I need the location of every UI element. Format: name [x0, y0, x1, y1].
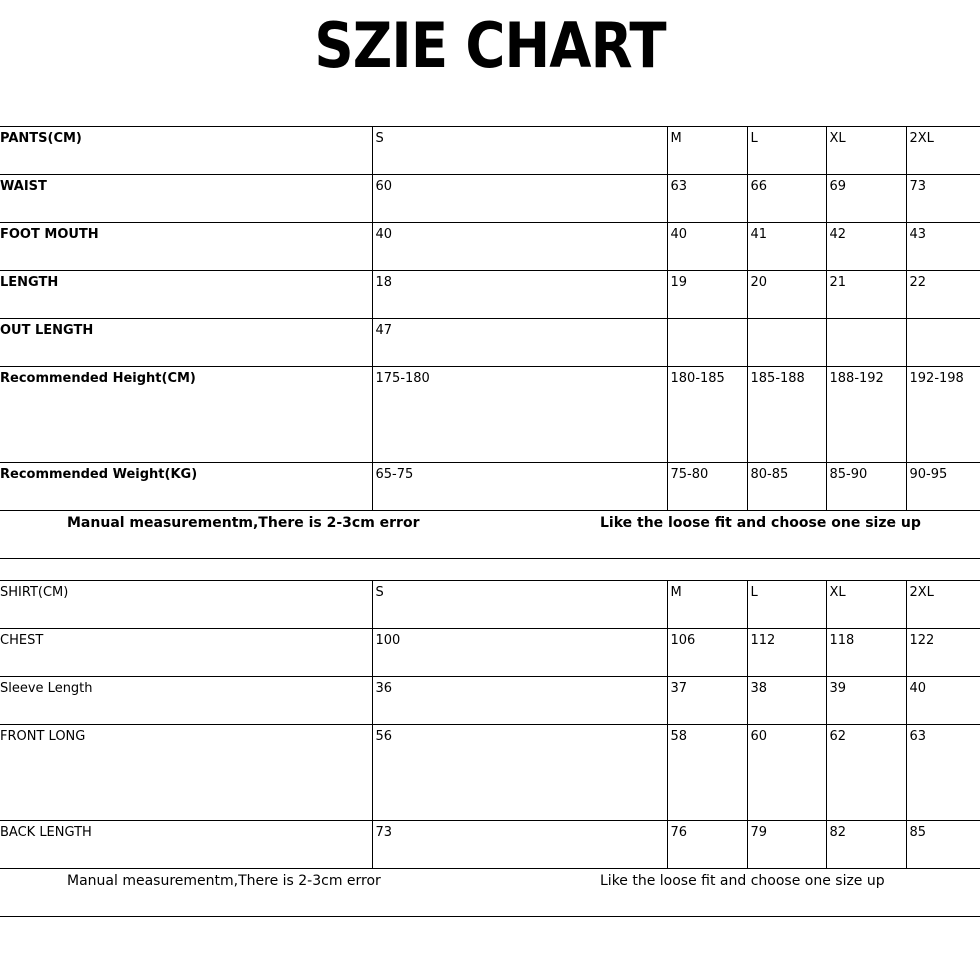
table-cell: 40 [667, 223, 747, 271]
table-cell: 58 [667, 725, 747, 821]
shirt-size-table [0, 580, 980, 917]
table-cell: 106 [667, 629, 747, 677]
table-cell: 36 [372, 677, 667, 725]
table-cell: 62 [826, 725, 906, 821]
row-label: Sleeve Length [0, 677, 372, 725]
table-cell [906, 319, 980, 367]
table-cell: 66 [747, 175, 826, 223]
pants-table-body [0, 127, 980, 559]
table-cell: 85 [906, 821, 980, 869]
table-cell: 73 [372, 821, 667, 869]
fit-note: Like the loose fit and choose one size up [600, 515, 921, 531]
table-cell: 41 [747, 223, 826, 271]
table-cell: XL [826, 127, 906, 175]
table-cell: 79 [747, 821, 826, 869]
row-label: Recommended Height(CM) [0, 367, 372, 463]
table-row [0, 463, 980, 511]
table-cell: 47 [372, 319, 667, 367]
table-row [0, 319, 980, 367]
table-cell: 180-185 [667, 367, 747, 463]
table-cell: 21 [826, 271, 906, 319]
table-cell: 175-180 [372, 367, 667, 463]
table-row [0, 629, 980, 677]
row-label: OUT LENGTH [0, 319, 372, 367]
shirt-table-body [0, 581, 980, 917]
table-row [0, 223, 980, 271]
row-label: FRONT LONG [0, 725, 372, 821]
table-cell [747, 319, 826, 367]
table-cell: M [667, 127, 747, 175]
table-cell: 60 [372, 175, 667, 223]
table-cell: 18 [372, 271, 667, 319]
table-cell: 60 [747, 725, 826, 821]
note-cell [0, 869, 980, 917]
table-cell: 63 [906, 725, 980, 821]
table-cell: 39 [826, 677, 906, 725]
table-row [0, 725, 980, 821]
table-cell: 65-75 [372, 463, 667, 511]
row-label: WAIST [0, 175, 372, 223]
table-cell: 2XL [906, 127, 980, 175]
row-label: LENGTH [0, 271, 372, 319]
fit-note: Like the loose fit and choose one size up [600, 873, 885, 889]
table-cell: 20 [747, 271, 826, 319]
table-row [0, 677, 980, 725]
table-cell: 75-80 [667, 463, 747, 511]
table-cell: 100 [372, 629, 667, 677]
table-cell: 40 [906, 677, 980, 725]
table-cell: L [747, 581, 826, 629]
table-row [0, 175, 980, 223]
table-cell: 90-95 [906, 463, 980, 511]
table-cell: 192-198 [906, 367, 980, 463]
note-cell [0, 511, 980, 559]
table-cell: S [372, 127, 667, 175]
table-cell: 19 [667, 271, 747, 319]
pants-header-row [0, 127, 980, 175]
table-cell: S [372, 581, 667, 629]
table-cell [667, 319, 747, 367]
row-label: PANTS(CM) [0, 127, 372, 175]
row-label: FOOT MOUTH [0, 223, 372, 271]
table-cell: 118 [826, 629, 906, 677]
table-cell: L [747, 127, 826, 175]
table-row [0, 271, 980, 319]
table-cell: 37 [667, 677, 747, 725]
table-cell: 85-90 [826, 463, 906, 511]
measurement-note: Manual measurementm,There is 2-3cm error [67, 515, 420, 531]
table-cell: 2XL [906, 581, 980, 629]
table-row [0, 367, 980, 463]
table-cell: 76 [667, 821, 747, 869]
pants-note-row [0, 511, 980, 559]
table-cell: 69 [826, 175, 906, 223]
table-cell [826, 319, 906, 367]
table-cell: 82 [826, 821, 906, 869]
page-title: SZIE CHART [314, 9, 666, 82]
row-label: BACK LENGTH [0, 821, 372, 869]
table-cell: 80-85 [747, 463, 826, 511]
table-cell: 185-188 [747, 367, 826, 463]
table-cell: 40 [372, 223, 667, 271]
table-cell: 122 [906, 629, 980, 677]
row-label: SHIRT(CM) [0, 581, 372, 629]
shirt-header-row [0, 581, 980, 629]
table-cell: 188-192 [826, 367, 906, 463]
table-cell: 22 [906, 271, 980, 319]
table-row [0, 821, 980, 869]
table-cell: 43 [906, 223, 980, 271]
measurement-note: Manual measurementm,There is 2-3cm error [67, 873, 381, 889]
row-label: CHEST [0, 629, 372, 677]
pants-size-table [0, 126, 980, 559]
table-cell: 63 [667, 175, 747, 223]
table-cell: 56 [372, 725, 667, 821]
table-cell: XL [826, 581, 906, 629]
table-cell: 73 [906, 175, 980, 223]
table-cell: 38 [747, 677, 826, 725]
table-cell: 112 [747, 629, 826, 677]
table-cell: M [667, 581, 747, 629]
row-label: Recommended Weight(KG) [0, 463, 372, 511]
shirt-note-row [0, 869, 980, 917]
table-cell: 42 [826, 223, 906, 271]
